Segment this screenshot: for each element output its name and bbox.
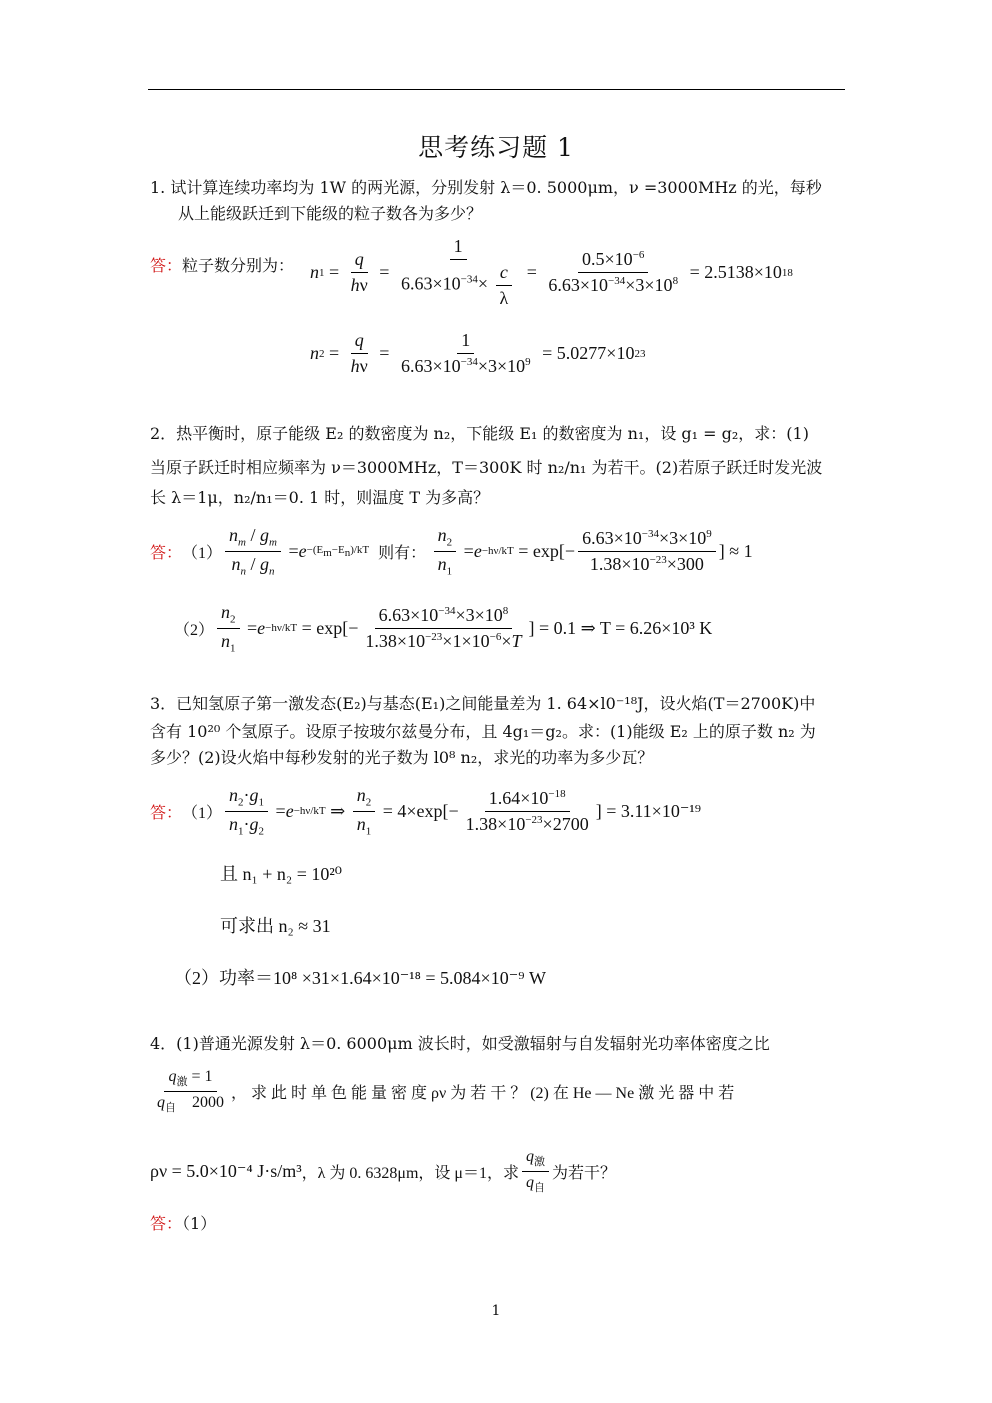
q3-part2: （2）功率＝10⁸ ×31×1.64×10⁻¹⁸ = 5.084×10⁻⁹ W: [174, 968, 546, 988]
answer-text: 粒子数分别为：: [182, 256, 295, 275]
q1-answer: [150, 256, 294, 276]
q1-equation-2: n 2 = $\frac{q}{h\nu}$ = $\frac{1}{6.63\times 10^{-34}\times 3\times 10^9}$ = 5.0277×10 23: [310, 330, 646, 376]
q3-line3: 多少？(2)设火焰中每秒发射的光子数为 l0⁸ n₂，求光的功率为多少瓦？: [150, 748, 654, 767]
answer-label: 答：: [150, 804, 183, 822]
q3-line2: 含有 10²⁰ 个氢原子。设原子按玻尔兹曼分布，且 4g₁＝g₂。求：(1)能级 E₂ 上的原子数 n₂ 为: [150, 722, 816, 741]
q1-line2: 从上能级跃迁到下能级的粒子数各为多少？: [178, 204, 483, 223]
answer-label: 答：: [150, 1214, 183, 1233]
header-rule: [148, 89, 845, 90]
q4-line3-tail: 为若干？: [551, 1165, 616, 1183]
q4-line1: 4．(1)普通光源发射 λ＝0. 6000μm 波长时，如受激辐射与自发辐射光功率体密度之比: [150, 1034, 770, 1053]
page-title: 思考练习题 1: [418, 133, 574, 162]
q2-equation-1: 答： （1） $\frac{n_m / g_m}{n_n / g_n}$ = e $-(E_m-E_n)/kT$ 则有： $\frac{n_2}{n_1}$ = e −hν/kT = exp[− $\frac{6.63\times 10^{-34}\times 3\times 10^9}{1.38\times 10^{-23}\times 300}$ ] ≈ 1: [150, 525, 753, 578]
q4-line3: ρν = 5.0×10⁻⁴ J·s/m³ ，λ 为 0. 6328μm，设 μ＝1，求 $\frac{q_激}{q_自}$ 为若干？: [150, 1148, 616, 1195]
q1-equation-1: n 1 = $\frac{q}{h\nu}$ = 1 $6.63\times 10^{-34}\times$ $\frac{c}{\lambda}$ = $\frac{0.5\times 10^{-6}}{6.63\times 10^{-34}\times 3\times 10^8}$ = 2.5138×10 18: [310, 236, 793, 308]
q2-line3: 长 λ＝1μ，n₂/n₁＝0. 1 时，则温度 T 为多高？: [150, 488, 490, 507]
q3-equation-1: 答： （1） $\frac{n_2\cdot g_1}{n_1\cdot g_2}$ = e −hν/kT ⇒ $\frac{n_2}{n_1}$ = 4×exp[− $\frac{1.64\times 10^{-18}}{1.38\times 10^{-23}\times 2700}$ ] = 3.11×10⁻¹⁹: [150, 785, 702, 838]
q4-line2-tail: ， 求 此 时 单 色 能 量 密 度 ρν 为 若 干 ？ (2) 在 He — Ne 激 光 器 中 若: [231, 1085, 735, 1103]
answer-label: 答：: [150, 544, 183, 562]
q2-equation-2: （2） $\frac{n_2}{n_1}$ = e −hν/kT = exp[− $\frac{6.63\times 10^{-34}\times 3\times 10^8}{1.38\times 10^{-23}\times 1\times 10^{-6}\times T}$ ] = 0.1 ⇒ T = 6.26×10³ K: [174, 602, 713, 655]
q4-line2: $\frac{q_激 = 1}{q_自 2000}$ ， 求 此 时 单 色 能 量 密 度 ρν 为 若 干 ？ (2) 在 He — Ne 激 光 器 中 若: [157, 1068, 735, 1115]
q4-answer: 答：（1）: [150, 1214, 217, 1233]
q1-line1: 1. 试计算连续功率均为 1W 的两光源，分别发射 λ＝0. 5000μm，ν =3000MHz 的光，每秒: [150, 178, 822, 197]
page-number: 1: [491, 1303, 501, 1319]
q2-line1: 2．热平衡时，原子能级 E₂ 的数密度为 n₂，下能级 E₁ 的数密度为 n₁，设 g₁ = g₂，求：(1): [150, 424, 809, 443]
answer-label: 答：: [150, 256, 183, 275]
q4-line3-mid: ，λ 为 0. 6328μm，设 μ＝1，求: [301, 1165, 519, 1183]
q3-and: 且 n₁ + n₂ = 10²⁰: [220, 864, 342, 884]
q3-solve: 可求出 n₂ ≈ 31: [220, 916, 331, 936]
q2-line2: 当原子跃迁时相应频率为 ν＝3000MHz，T＝300K 时 n₂/n₁ 为若干。(2)若原子跃迁时发光波: [150, 458, 823, 477]
q4-line3-head: ρν = 5.0×10⁻⁴ J·s/m³: [150, 1161, 302, 1182]
q3-line1: 3．已知氢原子第一激发态(E₂)与基态(E₁)之间能量差为 1. 64×l0⁻¹⁸J，设火焰(T＝2700K)中: [150, 694, 816, 713]
